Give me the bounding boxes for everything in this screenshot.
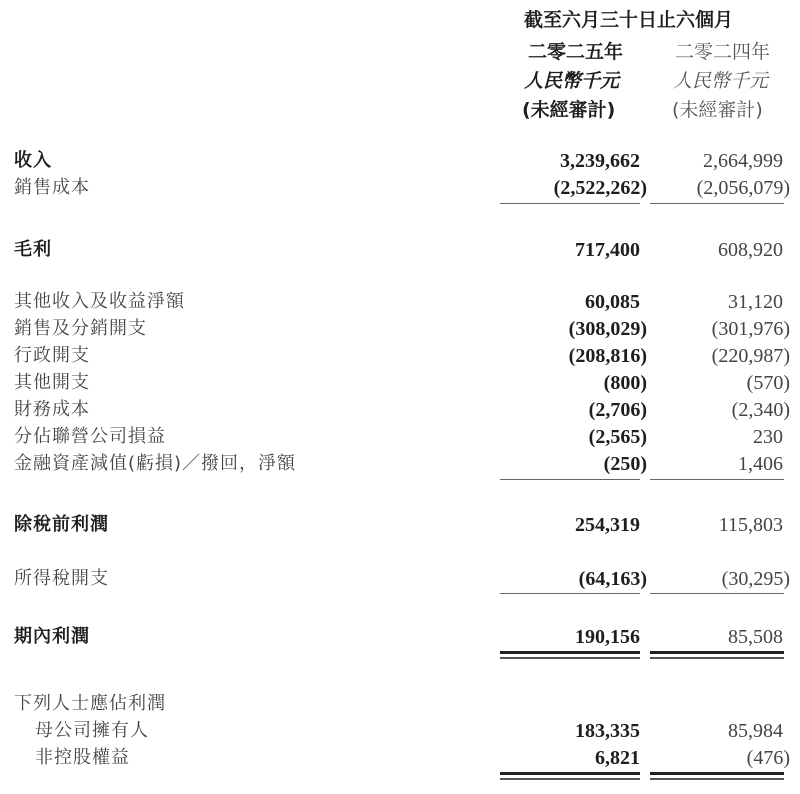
revenue-2025: 3,239,662	[560, 150, 640, 172]
other-expenses-2024: (570)	[746, 372, 790, 394]
total-double-rule	[500, 772, 640, 780]
audit-2024-header: (未經審計)	[672, 99, 763, 121]
owners-of-parent-label: 母公司擁有人	[35, 720, 149, 741]
subtotal-rule	[650, 203, 784, 204]
share-of-associates-2024: 230	[753, 426, 783, 448]
income-tax-2024: (30,295)	[721, 568, 790, 590]
gross-profit-label: 毛利	[14, 239, 52, 260]
subtotal-rule	[500, 479, 640, 480]
other-income-label: 其他收入及收益淨額	[14, 291, 185, 312]
finance-costs-2024: (2,340)	[731, 399, 790, 421]
cost-of-sales-2024: (2,056,079)	[696, 177, 790, 199]
total-double-rule	[650, 772, 784, 780]
cost-of-sales-label: 銷售成本	[14, 177, 90, 198]
total-double-rule	[650, 651, 784, 659]
impairment-2025: (250)	[603, 453, 647, 475]
currency-2025-header: 人民幣千元	[524, 70, 620, 92]
total-double-rule	[500, 651, 640, 659]
profit-before-tax-2025: 254,319	[575, 514, 640, 536]
income-tax-label: 所得稅開支	[14, 568, 109, 589]
share-of-associates-label: 分佔聯營公司損益	[14, 426, 166, 447]
non-controlling-label: 非控股權益	[35, 747, 130, 768]
selling-expenses-label: 銷售及分銷開支	[14, 318, 147, 339]
profit-for-period-2025: 190,156	[575, 626, 640, 648]
share-of-associates-2025: (2,565)	[588, 426, 647, 448]
admin-expenses-2025: (208,816)	[568, 345, 647, 367]
year-2024-header: 二零二四年	[675, 41, 771, 63]
revenue-label: 收入	[14, 150, 52, 171]
non-controlling-2025: 6,821	[595, 747, 640, 769]
subtotal-rule	[500, 593, 640, 594]
impairment-label: 金融資產減值(虧損)／撥回，淨額	[14, 453, 297, 474]
other-income-2024: 31,120	[728, 291, 783, 313]
cost-of-sales-2025: (2,522,262)	[553, 177, 647, 199]
subtotal-rule	[650, 593, 784, 594]
selling-expenses-2024: (301,976)	[711, 318, 790, 340]
currency-2024-header: 人民幣千元	[673, 70, 769, 92]
income-tax-2025: (64,163)	[578, 568, 647, 590]
profit-before-tax-2024: 115,803	[718, 514, 783, 536]
year-2025-header: 二零二五年	[528, 41, 624, 63]
admin-expenses-2024: (220,987)	[711, 345, 790, 367]
owners-of-parent-2024: 85,984	[728, 720, 783, 742]
profit-before-tax-label: 除稅前利潤	[14, 514, 109, 535]
gross-profit-2025: 717,400	[575, 239, 640, 261]
profit-for-period-2024: 85,508	[728, 626, 783, 648]
other-income-2025: 60,085	[585, 291, 640, 313]
finance-costs-label: 財務成本	[14, 399, 90, 420]
revenue-2024: 2,664,999	[703, 150, 783, 172]
other-expenses-label: 其他開支	[14, 372, 90, 393]
profit-for-period-label: 期內利潤	[14, 626, 90, 647]
admin-expenses-label: 行政開支	[14, 345, 90, 366]
other-expenses-2025: (800)	[603, 372, 647, 394]
gross-profit-2024: 608,920	[718, 239, 783, 261]
audit-2025-header: (未經審計)	[522, 99, 616, 121]
impairment-2024: 1,406	[738, 453, 783, 475]
attributable-to-label: 下列人士應佔利潤	[14, 693, 166, 714]
selling-expenses-2025: (308,029)	[568, 318, 647, 340]
finance-costs-2025: (2,706)	[588, 399, 647, 421]
subtotal-rule	[650, 479, 784, 480]
owners-of-parent-2025: 183,335	[575, 720, 640, 742]
non-controlling-2024: (476)	[746, 747, 790, 769]
subtotal-rule	[500, 203, 640, 204]
period-header: 截至六月三十日止六個月	[524, 9, 734, 31]
